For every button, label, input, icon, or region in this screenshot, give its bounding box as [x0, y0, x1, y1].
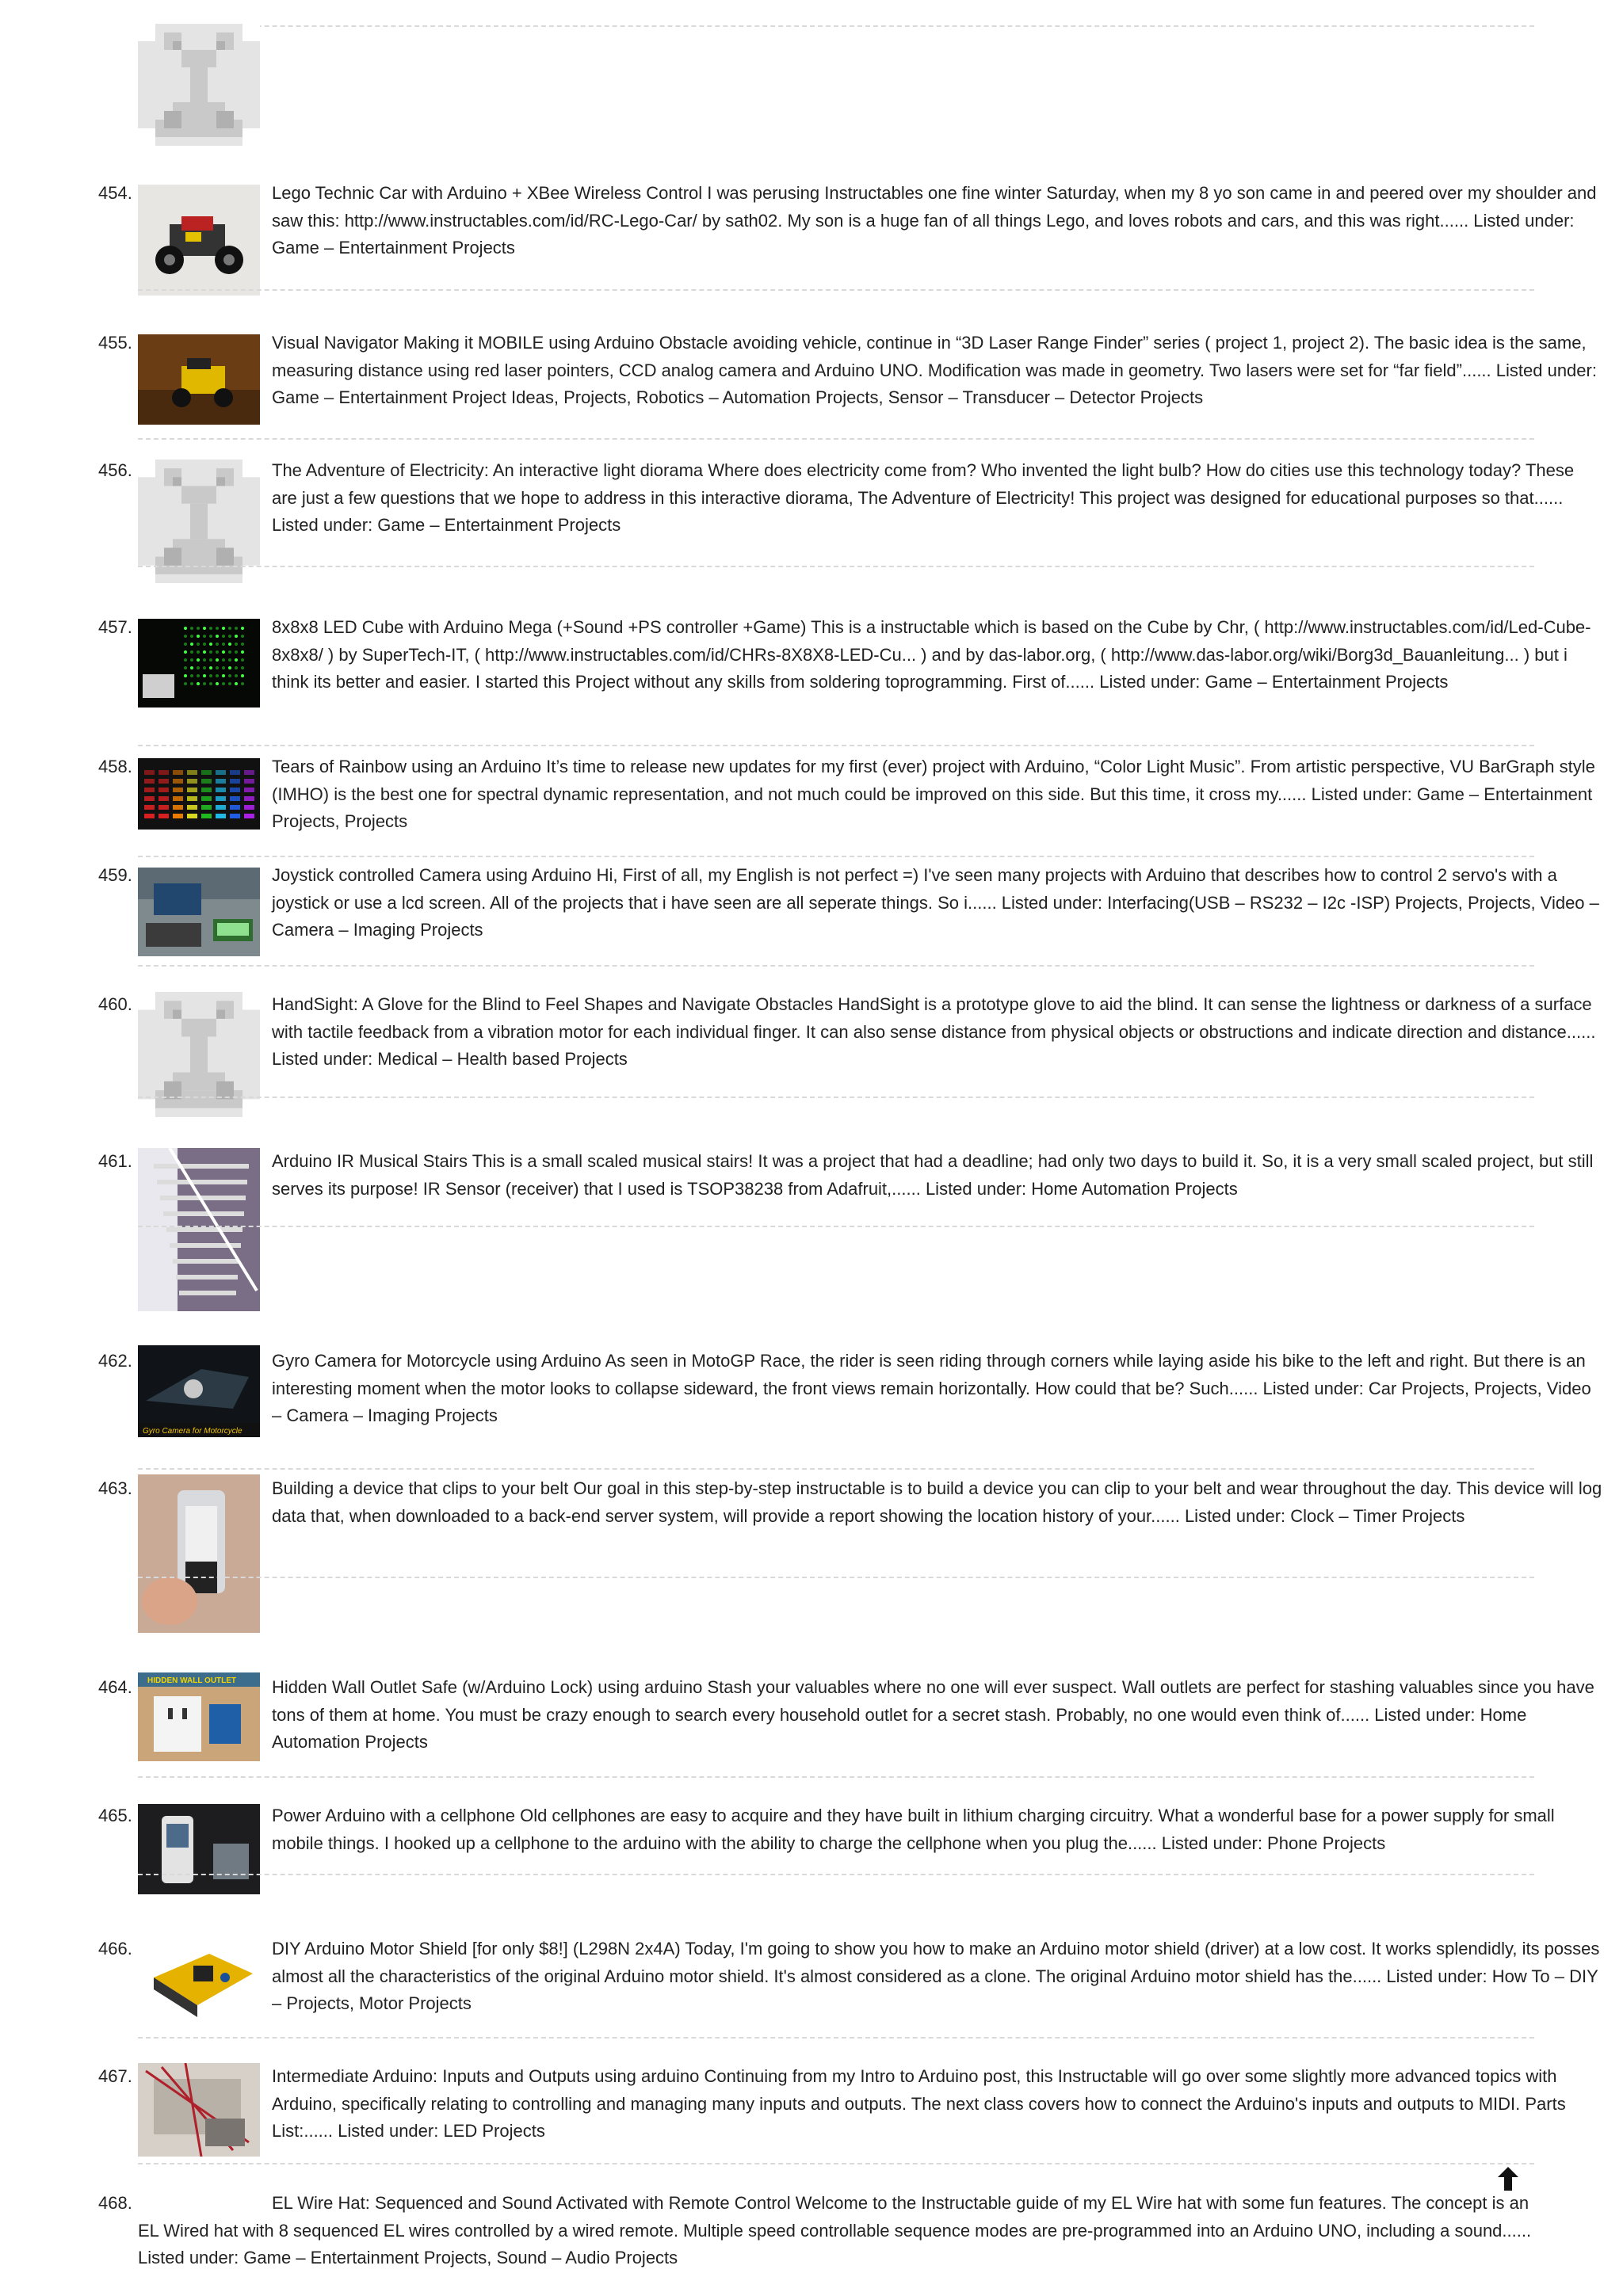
- project-description-link[interactable]: Gyro Camera for Motorcycle using Arduino As seen in MotoGP Race, the rider is seen riding through corners while laying aside his bike to the left and right. But there is an interesting moment when the motor looks to collapse sideward, the front views remain horizontally. How could that be? Such...... Listed under: Car Projects, Projects, Video – Camera – Imaging Projects: [272, 1351, 1591, 1425]
- item-number: 461.: [98, 1151, 132, 1171]
- separator: [138, 289, 1534, 291]
- item-number: 464.: [98, 1677, 132, 1697]
- thumbnail-image: [138, 2063, 260, 2157]
- project-description-link[interactable]: Tears of Rainbow using an Arduino It’s time to release new updates for my first (ever) project with Arduino, “Color Light Music”. From artistic perspective, VU BarGraph style (IMHO) is the best one for spectral dynamic representation, and not much could be improved on this side. But this time, it cross my...... Listed under: Game – Entertainment Projects, Projects: [272, 757, 1595, 831]
- item-number: 466.: [98, 1939, 132, 1958]
- item-number: 463.: [98, 1478, 132, 1498]
- thumbnail-image: [138, 1672, 260, 1761]
- separator: [138, 745, 1534, 746]
- thumbnail-image: [138, 460, 260, 583]
- thumbnail-image: [138, 619, 260, 707]
- separator: [138, 965, 1534, 967]
- separator: [138, 2037, 1534, 2039]
- thumbnail-image: [138, 868, 260, 956]
- thumbnail-image: [138, 185, 260, 296]
- thumbnail-image: [138, 1804, 260, 1894]
- item-number: 468.: [98, 2193, 132, 2213]
- item-number: 455.: [98, 333, 132, 353]
- separator: [138, 1776, 1534, 1778]
- project-description-link[interactable]: Building a device that clips to your belt Our goal in this step-by-step instructable is to build a device you can clip to your belt and wear throughout the day. This device will log data that, when downloaded to a back-end server system, will provide a report showing the location history of your...... Listed under: Clock – Timer Projects: [272, 1478, 1602, 1526]
- project-thumbnail[interactable]: [138, 1474, 260, 1633]
- thumbnail-image: [138, 1474, 260, 1633]
- item-number: 457.: [98, 617, 132, 637]
- project-thumbnail[interactable]: [138, 185, 260, 296]
- separator: [138, 1097, 1534, 1098]
- item-number: 459.: [98, 865, 132, 885]
- item-number: 460.: [98, 994, 132, 1014]
- project-description-link[interactable]: Intermediate Arduino: Inputs and Outputs using arduino Continuing from my Intro to Arduino post, this Instructable will go over some slightly more advanced topics with Arduino, specifically relating to controlling and managing many inputs and outputs. The next class covers how to connect the Arduino's inputs and outputs to MIDI. Parts List:...... Listed under: LED Projects: [272, 2066, 1566, 2141]
- thumbnail-image: [138, 758, 260, 830]
- project-description-link[interactable]: HandSight: A Glove for the Blind to Feel Shapes and Navigate Obstacles HandSight is a prototype glove to aid the blind. It can sense the lightness or darkness of a surface with tactile feedback from a vibration motor for each individual finger. It can also sense distance from physical objects or obstructions and indicate direction and distance...... Listed under: Medical – Health based Projects: [272, 994, 1596, 1069]
- project-description-link[interactable]: DIY Arduino Motor Shield [for only $8!] (L298N 2x4A) Today, I'm going to show you how to make an Arduino motor shield (driver) at a low cost. It works splendidly, its posses almost all the characteristics of the original Arduino motor shield. It's almost considered as a clone. The original Arduino motor shield has the...... Listed under: How To – DIY – Projects, Motor Projects: [272, 1939, 1600, 2013]
- project-description-link[interactable]: Hidden Wall Outlet Safe (w/Arduino Lock) using arduino Stash your valuables where no one will ever suspect. Wall outlets are perfect for stashing valuables since you have tons of them at home. You must be crazy enough to search every household outlet for a secret stash. Probably, no one would even think of...... Listed under: Home Automation Projects: [272, 1677, 1594, 1752]
- project-thumbnail[interactable]: [138, 334, 260, 425]
- project-thumbnail[interactable]: [138, 992, 260, 1117]
- item-number: 467.: [98, 2066, 132, 2086]
- project-description-link[interactable]: Power Arduino with a cellphone Old cellphones are easy to acquire and they have built in lithium charging circuitry. What a wonderful base for a power supply for small mobile things. I hooked up a cellphone to the arduino with the ability to charge the cellphone when you plug the...... Listed under: Phone Projects: [272, 1806, 1555, 1853]
- project-description-link[interactable]: Joystick controlled Camera using Arduino Hi, First of all, my English is not perfect =) I've seen many projects with Arduino that describes how to control 2 servo's with a joystick or use a lcd screen. All of the projects that i have seen are all seperate things. So i...... Listed under: Interfacing(USB – RS232 – I2c -ISP) Projects, Projects, Video – Camera – Imaging Projects: [272, 865, 1599, 940]
- arrow-up-icon[interactable]: [1498, 2167, 1518, 2191]
- separator: [138, 1874, 1534, 1875]
- separator: [138, 1577, 1534, 1578]
- separator: [138, 2163, 1534, 2164]
- project-thumbnail[interactable]: [138, 1148, 260, 1311]
- thumbnail-image: [138, 1148, 260, 1311]
- thumbnail-image: [138, 1930, 260, 2030]
- separator: [138, 856, 1534, 857]
- separator: [138, 438, 1534, 440]
- svg-text:Gyro Camera for Motorcycle: Gyro Camera for Motorcycle: [143, 1427, 242, 1436]
- svg-text:HIDDEN WALL OUTLET: HIDDEN WALL OUTLET: [147, 1676, 237, 1685]
- project-thumbnail[interactable]: [138, 1804, 260, 1894]
- item-number: 458.: [98, 757, 132, 776]
- item-number: 456.: [98, 460, 132, 480]
- separator: [138, 1468, 1534, 1470]
- item-number: 454.: [98, 183, 132, 203]
- thumbnail-image: [138, 992, 260, 1117]
- project-thumbnail[interactable]: [138, 1672, 260, 1761]
- project-thumbnail[interactable]: [138, 2063, 260, 2157]
- project-thumbnail[interactable]: [138, 619, 260, 707]
- project-thumbnail[interactable]: [138, 758, 260, 830]
- thumbnail-image: [138, 1345, 260, 1437]
- project-thumbnail[interactable]: [138, 868, 260, 956]
- project-description-link[interactable]: 8x8x8 LED Cube with Arduino Mega (+Sound +PS controller +Game) This is a instructable which is based on the Cube by Chr, ( http://www.instructables.com/id/Led-Cube-8x8x8/ ) by SuperTech-IT, ( http://www.instructables.com/id/CHRs-8X8X8-LED-Cu... ) and by das-labor.org, ( http://www.das-labor.org/wiki/Borg3d_Bauanleitung... ) but i think its better and easier. I started this Project without any skills from soldering toprogramming. First of...... Listed under: Game – Entertainment Projects: [272, 617, 1591, 692]
- project-description-link[interactable]: Visual Navigator Making it MOBILE using Arduino Obstacle avoiding vehicle, continue in “3D Laser Range Finder” series ( project 1, project 2). The basic idea is the same, measuring distance using red laser pointers, CCD analog camera and Arduino UNO. Modification was made in geometry. Two lasers were set for “far field”...... Listed under: Game – Entertainment Project Ideas, Projects, Robotics – Automation Projects, Sensor – Transducer – Detector Projects: [272, 333, 1597, 407]
- separator: [138, 1226, 1534, 1227]
- project-thumbnail[interactable]: [138, 1930, 260, 2030]
- thumbnail-image: [138, 334, 260, 425]
- separator: [138, 566, 1534, 567]
- project-description-link[interactable]: The Adventure of Electricity: An interactive light diorama Where does electricity come from? Who invented the light bulb? How do cities use this technology today? These are just a few questions that we hope to address in this interactive diorama, The Adventure of Electricity! This project was designed for educational purposes so that...... Listed under: Game – Entertainment Projects: [272, 460, 1575, 535]
- project-description-link[interactable]: Lego Technic Car with Arduino + XBee Wireless Control I was perusing Instructables one fine winter Saturday, when my 8 yo son came in and peered over my shoulder and saw this: http://www.instructables.com/id/RC-Lego-Car/ by sath02. My son is a huge fan of all things Lego, and loves robots and cars, and this was right...... Listed under: Game – Entertainment Projects: [272, 183, 1597, 257]
- project-description-link[interactable]: Arduino IR Musical Stairs This is a small scaled musical stairs! It was a project that had a deadline; had only two days to build it. So, it is a very small scaled project, but still serves its purpose! IR Sensor (receiver) that I used is TSOP38238 from Adafruit,...... Listed under: Home Automation Projects: [272, 1151, 1594, 1199]
- item-number: 462.: [98, 1351, 132, 1371]
- project-thumbnail[interactable]: [138, 1345, 260, 1437]
- project-description-link[interactable]: EL Wire Hat: Sequenced and Sound Activated with Remote Control Welcome to the Instructable guide of my EL Wire hat with some fun features. The concept is an EL Wired hat with 8 sequenced EL wires controlled by a wired remote. Multiple speed controllable sequence modes are pre-programmed into an Arduino UNO, including a sound...... Listed under: Game – Entertainment Projects, Sound – Audio Projects: [138, 2193, 1532, 2267]
- project-thumbnail[interactable]: [138, 460, 260, 583]
- item-number: 465.: [98, 1806, 132, 1825]
